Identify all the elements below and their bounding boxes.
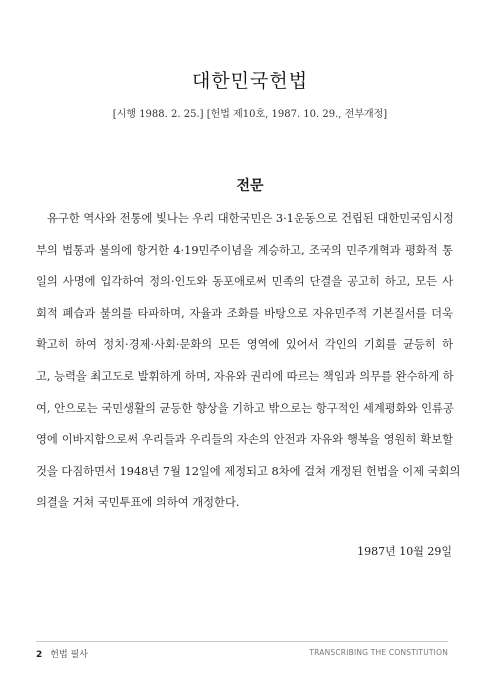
preamble-line: 확고히 하여 정치·경제·사회·문화의 모든 영역에 있어서 각인의 기회를 균등히 하	[36, 338, 453, 352]
footer-divider	[36, 641, 448, 642]
preamble-line: 회적 폐습과 불의를 타파하며, 자율과 조화를 바탕으로 자유민주적 기본질서를 더욱	[36, 306, 453, 320]
promulgation-date: 1987년 10월 29일	[357, 545, 452, 558]
book-title: 헌법 필사	[50, 650, 88, 660]
preamble-line: 영에 이바지함으로써 우리들과 우리들의 자손의 안전과 자유와 행복을 영원히 확보할	[36, 433, 453, 447]
document-title: 대한민국헌법	[191, 70, 309, 92]
preamble-line: 것을 다짐하면서 1948년 7월 12일에 제정되고 8차에 걸쳐 개정된 헌법을 이제 국회의	[36, 464, 461, 478]
enactment-info: [시행 1988. 2. 25.] [헌법 제10호, 1987. 10. 29., 전부개정]	[112, 109, 388, 120]
preamble-line: 여, 안으로는 국민생활의 균등한 향상을 기하고 밖으로는 항구적인 세계평화와 인류공	[36, 401, 454, 415]
preamble-text	[36, 203, 461, 519]
preamble-line: 고, 능력을 최고도로 발휘하게 하며, 자유와 권리에 따르는 책임과 의무를 완수하게 하	[36, 369, 454, 383]
section-title: 전문	[236, 178, 264, 194]
preamble-line: 유구한 역사와 전통에 빛나는 우리 대한국민은 3·1운동으로 건립된 대한민국임시정	[47, 212, 454, 225]
preamble-line: 일의 사명에 입각하여 정의·인도와 동포애로써 민족의 단결을 공고히 하고, 모든 사	[36, 275, 453, 289]
footer-left	[36, 647, 88, 660]
preamble-line: 부의 법통과 불의에 항거한 4·19민주이념을 계승하고, 조국의 민주개혁과 평화적 통	[36, 243, 453, 257]
series-title: TRANSCRIBING THE CONSTITUTION	[309, 648, 448, 657]
page-number: 2	[36, 650, 43, 660]
preamble-line: 의결을 거쳐 국민투표에 의하여 개정한다.	[36, 496, 240, 510]
